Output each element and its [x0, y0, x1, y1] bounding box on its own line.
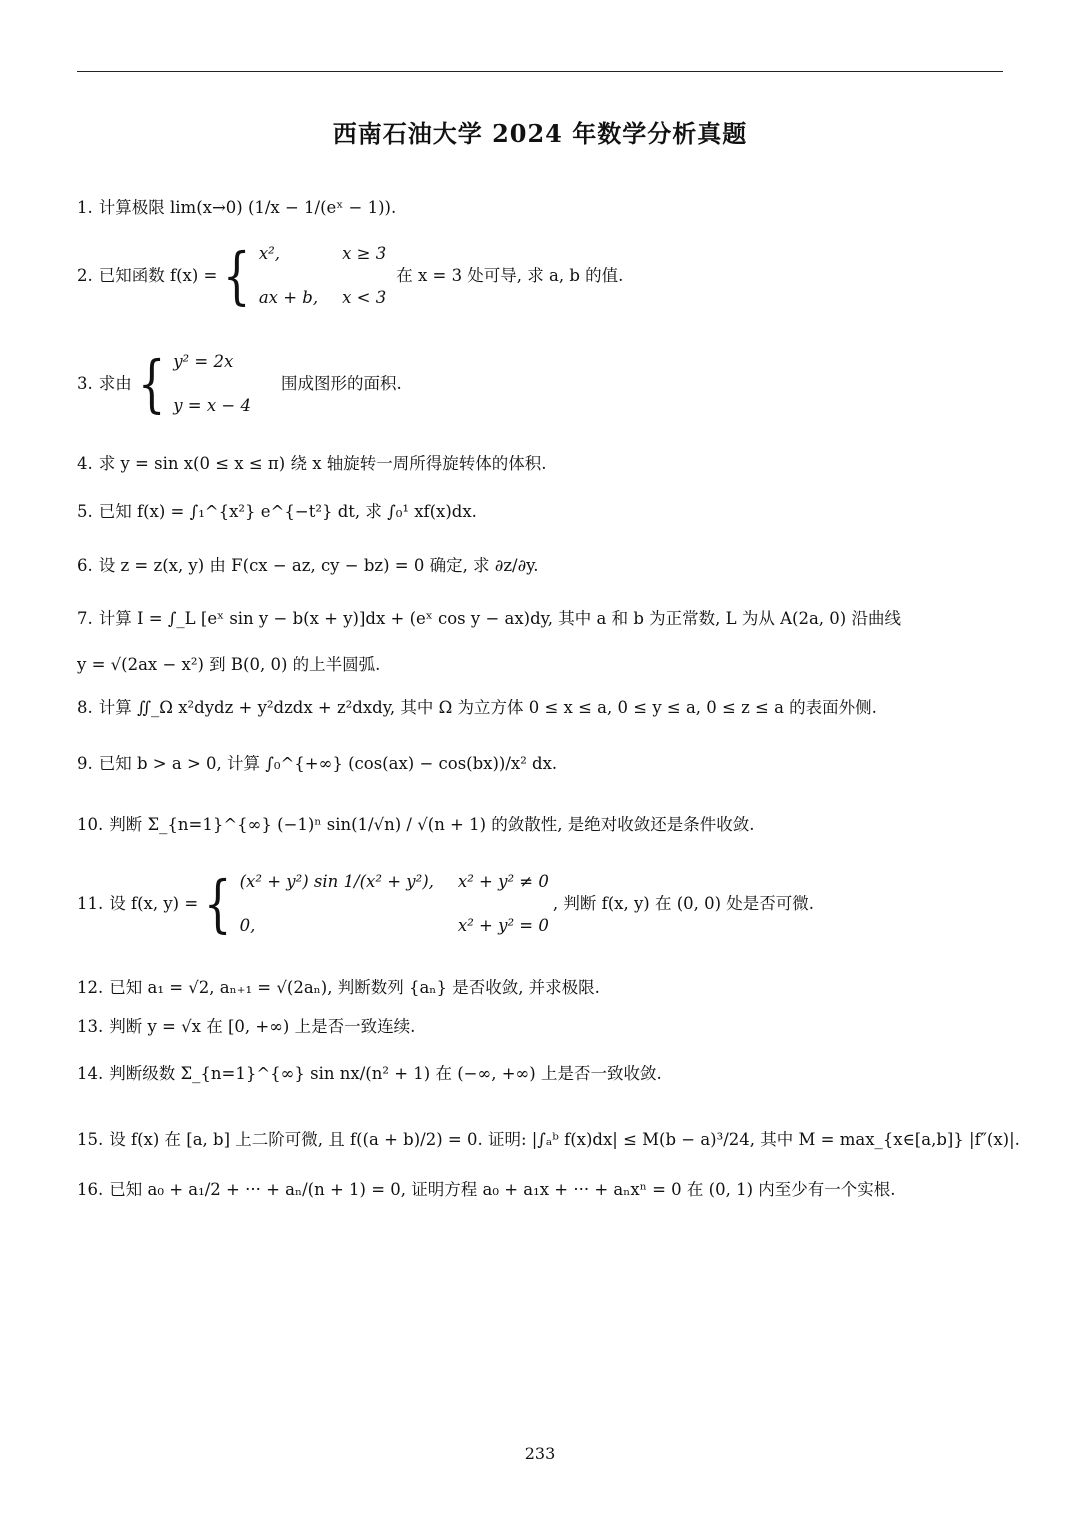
left-brace: { — [223, 239, 251, 312]
problem-6 — [77, 554, 539, 578]
problem-text: 设 z = z(x, y) 由 F(cx − az, cy − bz) = 0 确定, 求 ∂z/∂y. — [98, 556, 539, 575]
left-brace: { — [137, 347, 166, 420]
problem-4 — [77, 452, 547, 476]
problem-number: 3. — [77, 374, 93, 393]
piecewise-cases — [240, 870, 549, 938]
problem-suffix: 围成图形的面积. — [280, 374, 402, 393]
problem-2 — [77, 239, 624, 312]
header-rule — [77, 71, 1003, 72]
problem-number: 8. — [77, 698, 93, 717]
problem-prefix: 求由 — [98, 374, 132, 393]
problem-suffix: 在 x = 3 处可导, 求 a, b 的值. — [396, 266, 624, 285]
problem-text: 已知 a₀ + a₁/2 + ··· + aₙ/(n + 1) = 0, 证明方程 a₀ + a₁x + ··· + aₙxⁿ = 0 在 (0, 1) 内至少有一个实根. — [109, 1180, 896, 1199]
problem-text: 求 y = sin x(0 ≤ x ≤ π) 绕 x 轴旋转一周所得旋转体的体积. — [98, 454, 547, 473]
case-expression: 0, — [239, 916, 256, 935]
problem-number: 11. — [77, 894, 104, 913]
problem-suffix: , 判断 f(x, y) 在 (0, 0) 处是否可微. — [552, 894, 815, 913]
problem-text: 计算极限 lim(x→0) (1/x − 1/(eˣ − 1)). — [98, 198, 397, 217]
case-expression: ax + b, — [258, 288, 319, 307]
case-condition: x² + y² ≠ 0 — [457, 872, 549, 891]
problem-prefix: 设 f(x, y) = — [109, 894, 199, 913]
problem-text: 计算 I = ∫_L [eˣ sin y − b(x + y)]dx + (eˣ cos y − ax)dy, 其中 a 和 b 为正常数, L 为从 A(2a, 0) 沿曲线 — [98, 609, 901, 628]
problem-number: 1. — [77, 198, 93, 217]
equation-system — [173, 350, 251, 418]
piecewise-cases — [259, 242, 386, 310]
problem-13 — [77, 1015, 415, 1039]
problem-10 — [77, 813, 755, 837]
problem-3 — [77, 347, 402, 420]
problem-16 — [77, 1178, 896, 1202]
problem-15 — [77, 1128, 1020, 1152]
problem-prefix: 已知函数 f(x) = — [98, 266, 218, 285]
equation: y = x − 4 — [173, 396, 251, 415]
problem-1 — [77, 196, 396, 220]
problem-text: 已知 f(x) = ∫₁^{x²} e^{−t²} dt, 求 ∫₀¹ xf(x)dx. — [98, 502, 477, 521]
problem-8 — [77, 696, 877, 720]
case-expression: x², — [258, 244, 280, 263]
problem-number: 16. — [77, 1180, 104, 1199]
problem-text: 判断 y = √x 在 [0, +∞) 上是否一致连续. — [109, 1017, 416, 1036]
problem-7-continued — [77, 653, 380, 677]
problem-11 — [77, 867, 815, 940]
left-brace: { — [204, 867, 232, 940]
problem-number: 15. — [77, 1130, 104, 1149]
problem-14 — [77, 1062, 662, 1086]
problem-text: 设 f(x) 在 [a, b] 上二阶可微, 且 f((a + b)/2) = 0. 证明: |∫ₐᵇ f(x)dx| ≤ M(b − a)³/24, 其中 M = max_{x∈[a,b]} |f″(x)|. — [109, 1130, 1020, 1149]
problem-9 — [77, 752, 557, 776]
equation: y² = 2x — [173, 352, 234, 371]
problem-5 — [77, 500, 477, 524]
problem-text: y = √(2ax − x²) 到 B(0, 0) 的上半圆弧. — [77, 655, 381, 674]
problem-text: 计算 ∬_Ω x²dydz + y²dzdx + z²dxdy, 其中 Ω 为立方体 0 ≤ x ≤ a, 0 ≤ y ≤ a, 0 ≤ z ≤ a 的表面外侧. — [98, 698, 877, 717]
problem-text: 判断级数 Σ_{n=1}^{∞} sin nx/(n² + 1) 在 (−∞, +∞) 上是否一致收敛. — [109, 1064, 662, 1083]
problem-number: 12. — [77, 978, 104, 997]
problem-number: 10. — [77, 815, 104, 834]
case-condition: x < 3 — [342, 288, 387, 307]
page-title: 西南石油大学 2024 年数学分析真题 — [332, 119, 748, 148]
problem-number: 14. — [77, 1064, 104, 1083]
problem-number: 5. — [77, 502, 93, 521]
problem-text: 判断 Σ_{n=1}^{∞} (−1)ⁿ sin(1/√n) / √(n + 1) 的敛散性, 是绝对收敛还是条件收敛. — [109, 815, 755, 834]
case-condition: x ≥ 3 — [342, 244, 387, 263]
problem-number: 4. — [77, 454, 93, 473]
problem-7 — [77, 607, 901, 631]
problem-number: 2. — [77, 266, 93, 285]
problem-text: 已知 b > a > 0, 计算 ∫₀^{+∞} (cos(ax) − cos(bx))/x² dx. — [98, 754, 558, 773]
problem-text: 已知 a₁ = √2, aₙ₊₁ = √(2aₙ), 判断数列 {aₙ} 是否收敛, 并求极限. — [109, 978, 600, 997]
problem-12 — [77, 976, 600, 1000]
problem-number: 6. — [77, 556, 93, 575]
problem-number: 13. — [77, 1017, 104, 1036]
problem-number: 7. — [77, 609, 93, 628]
problem-number: 9. — [77, 754, 93, 773]
case-condition: x² + y² = 0 — [457, 916, 549, 935]
page-number: 233 — [524, 1444, 556, 1463]
case-expression: (x² + y²) sin 1/(x² + y²), — [239, 872, 434, 891]
